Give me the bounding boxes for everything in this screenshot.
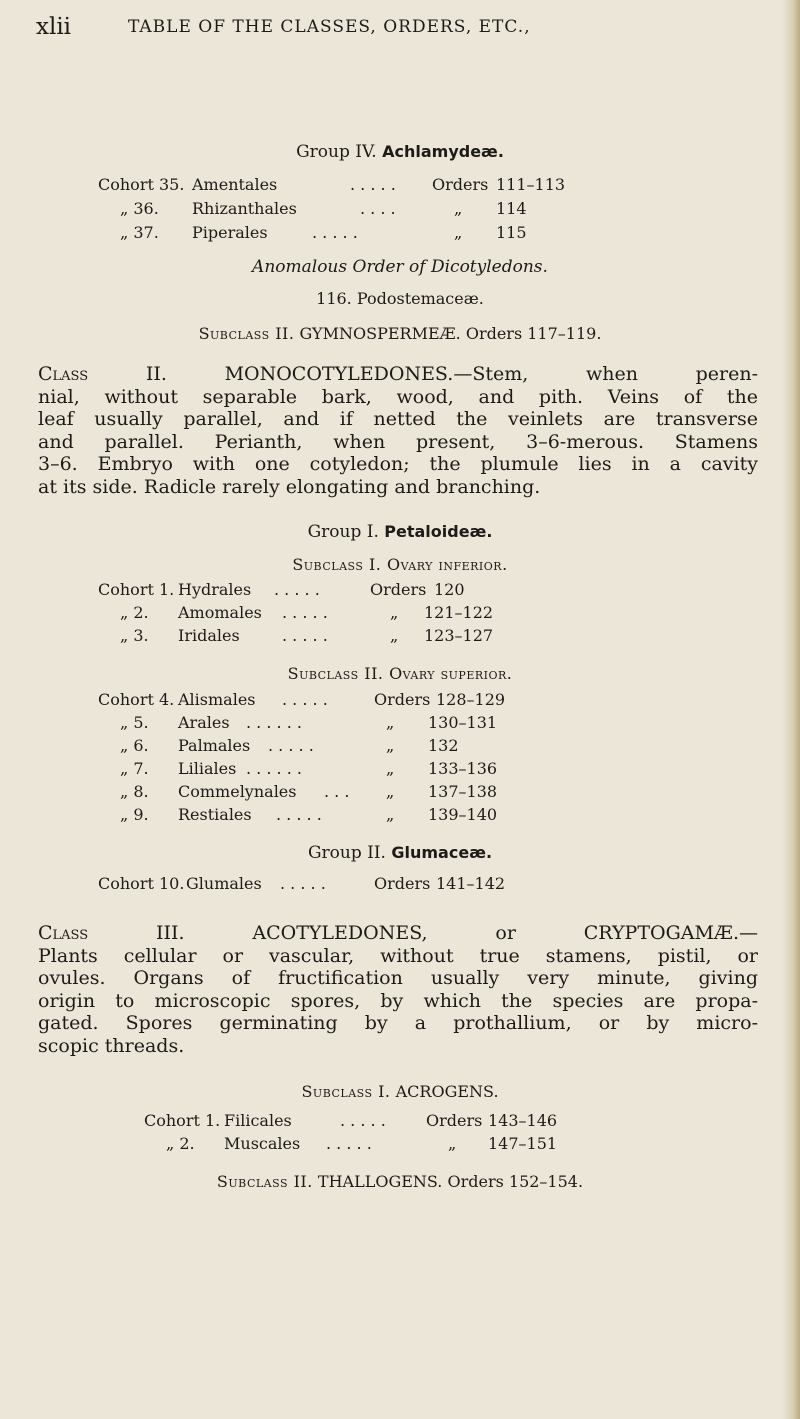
paragraph-line: Class II. MONOCOTYLEDONES.—Stem, when peren-	[38, 363, 759, 385]
orders-range: 130–131	[428, 713, 498, 732]
orders-range: 128–129	[436, 690, 506, 709]
orders-label: „	[448, 1134, 457, 1153]
orders-label: Orders	[374, 874, 431, 893]
cohort-label: Cohort 10.	[98, 874, 185, 893]
leader-dots: . . . . .	[340, 1111, 386, 1130]
group-label: Group IV.	[296, 142, 377, 162]
orders-range: 139–140	[428, 805, 498, 824]
paragraph-line: gated. Spores germinating by a prothallium, or by micro-	[38, 1012, 758, 1034]
cohort-name: Liliales	[178, 759, 237, 778]
cohort-name: Filicales	[224, 1111, 292, 1130]
cohort-name: Amentales	[192, 175, 278, 194]
leader-dots: . . . . .	[282, 690, 328, 709]
paragraph-line: scopic threads.	[38, 1034, 185, 1057]
cohort-label: „ 2.	[120, 603, 149, 622]
anomalous-item: 116. Podostemaceæ.	[316, 289, 484, 308]
page-edge-shadow	[782, 0, 800, 1419]
group-i-heading	[0, 522, 800, 542]
cohort-label: „ 8.	[120, 782, 149, 801]
paragraph-line: nial, without separable bark, wood, and pith. Veins of the	[38, 385, 758, 408]
cohort-name: Hydrales	[178, 580, 252, 599]
subclass-label: Subclass I.	[301, 1082, 391, 1101]
leader-dots: . . . . .	[276, 805, 322, 824]
cohort-label: „ 7.	[120, 759, 149, 778]
paragraph-line: and parallel. Perianth, when present, 3–6-merous. Stamens	[38, 430, 758, 453]
acrogens-heading	[0, 1082, 800, 1101]
orders-range: 143–146	[488, 1111, 558, 1130]
leader-dots: . . . . . .	[246, 713, 302, 732]
cohort-label: Cohort 1.	[144, 1111, 221, 1130]
subclass-label: Subclass II.	[198, 324, 295, 343]
cohort-name: Commelynales	[178, 782, 297, 801]
orders-range: 120	[434, 580, 465, 599]
orders-range: 123–127	[424, 626, 494, 645]
orders-label: „	[390, 603, 399, 622]
orders-label: „	[386, 805, 395, 824]
cohort-label: „ 2.	[166, 1134, 195, 1153]
leader-dots: . . . . .	[268, 736, 314, 755]
subclass-name: THALLOGENS.	[317, 1172, 443, 1191]
cohort-name: Iridales	[178, 626, 240, 645]
subclass-orders: Orders 117–119.	[465, 324, 602, 343]
cohort-label: „ 37.	[120, 223, 159, 242]
subclass-label: Subclass II.	[216, 1172, 313, 1191]
page-number: xlii	[36, 14, 72, 40]
leader-dots: . . .	[324, 782, 350, 801]
orders-label: „	[386, 713, 395, 732]
paragraph-line: ovules. Organs of fructification usually very minute, giving	[38, 967, 758, 989]
subclass-name: GYMNOSPERMEÆ.	[299, 324, 461, 343]
leader-dots: . . . . .	[350, 175, 396, 194]
cohort-label: „ 6.	[120, 736, 149, 755]
orders-range: 133–136	[428, 759, 498, 778]
orders-label: Orders	[426, 1111, 483, 1130]
cohort-label: „ 5.	[120, 713, 149, 732]
subclass-ii-heading: Subclass II. Ovary superior.	[287, 664, 513, 683]
paragraph-line: Plants cellular or vascular, without true stamens, pistil, or	[38, 944, 758, 967]
leader-dots: . . . . . .	[246, 759, 302, 778]
orders-label: „	[386, 736, 395, 755]
gymnospermeae-line	[0, 324, 800, 343]
orders-range: 121–122	[424, 603, 494, 622]
group-label: Group I.	[307, 522, 379, 542]
group-ii-heading	[0, 843, 800, 863]
leader-dots: . . . . .	[282, 626, 328, 645]
cohort-name: Arales	[178, 713, 230, 732]
leader-dots: . . . . .	[312, 223, 358, 242]
anomalous-heading: Anomalous Order of Dicotyledons.	[252, 257, 548, 277]
cohort-label: Cohort 4.	[98, 690, 175, 709]
cohort-label: „ 3.	[120, 626, 149, 645]
cohort-name: Amomales	[178, 603, 262, 622]
orders-range: 115	[496, 223, 527, 242]
class-iii-paragraph	[38, 922, 758, 1057]
orders-range: 114	[496, 199, 527, 218]
running-title: TABLE OF THE CLASSES, ORDERS, ETC.,	[128, 17, 531, 37]
orders-label: „	[454, 223, 463, 242]
cohort-name: Glumales	[186, 874, 262, 893]
cohort-label: Cohort 35.	[98, 175, 185, 194]
subclass-name: ACROGENS.	[395, 1082, 499, 1101]
page-header	[36, 14, 756, 44]
orders-label: Orders	[370, 580, 427, 599]
class-heading: Class II.	[38, 363, 167, 385]
cohort-label: „ 36.	[120, 199, 159, 218]
group-label: Group II.	[307, 843, 386, 863]
class-name: ACOTYLEDONES, or CRYPTOGAMÆ.	[252, 922, 739, 944]
orders-range: 111–113	[496, 175, 566, 194]
orders-range: 132	[428, 736, 459, 755]
cohort-label: „ 9.	[120, 805, 149, 824]
cohort-name: Piperales	[192, 223, 268, 242]
paragraph-line: origin to microscopic spores, by which the species are propa-	[38, 989, 758, 1012]
cohort-name: Restiales	[178, 805, 252, 824]
paragraph-line: 3–6. Embryo with one cotyledon; the plumule lies in a cavity	[38, 453, 758, 475]
orders-range: 141–142	[436, 874, 506, 893]
subclass-i-heading: Subclass I. Ovary inferior.	[292, 555, 508, 574]
orders-label: „	[386, 782, 395, 801]
leader-dots: . . . . .	[326, 1134, 372, 1153]
group-iv-heading	[0, 142, 800, 162]
paragraph-line: at its side. Radicle rarely elongating and branching.	[38, 475, 541, 498]
class-name: MONOCOTYLEDONES.	[224, 363, 454, 385]
orders-label: „	[454, 199, 463, 218]
orders-label: „	[386, 759, 395, 778]
group-name: Glumaceæ.	[391, 843, 493, 862]
group-name: Achlamydeæ.	[382, 142, 504, 161]
orders-label: Orders	[374, 690, 431, 709]
thallogens-line	[0, 1172, 800, 1191]
orders-range: 147–151	[488, 1134, 558, 1153]
orders-range: 137–138	[428, 782, 498, 801]
orders-label: Orders	[432, 175, 489, 194]
orders-label: „	[390, 626, 399, 645]
leader-dots: . . . . .	[280, 874, 326, 893]
paragraph-line: leaf usually parallel, and if netted the veinlets are transverse	[38, 408, 758, 430]
cohort-name: Rhizanthales	[192, 199, 297, 218]
leader-dots: . . . . .	[282, 603, 328, 622]
subclass-orders: Orders 152–154.	[447, 1172, 584, 1191]
cohort-name: Muscales	[224, 1134, 301, 1153]
paragraph-line: Class III. ACOTYLEDONES, or CRYPTOGAMÆ.—	[38, 922, 758, 944]
group-name: Petaloideæ.	[384, 522, 493, 541]
cohort-name: Alismales	[178, 690, 256, 709]
class-heading: Class III.	[38, 922, 185, 944]
cohort-label: Cohort 1.	[98, 580, 175, 599]
leader-dots: . . . . .	[274, 580, 320, 599]
class-ii-paragraph	[38, 363, 758, 498]
cohort-name: Palmales	[178, 736, 251, 755]
leader-dots: . . . .	[360, 199, 396, 218]
